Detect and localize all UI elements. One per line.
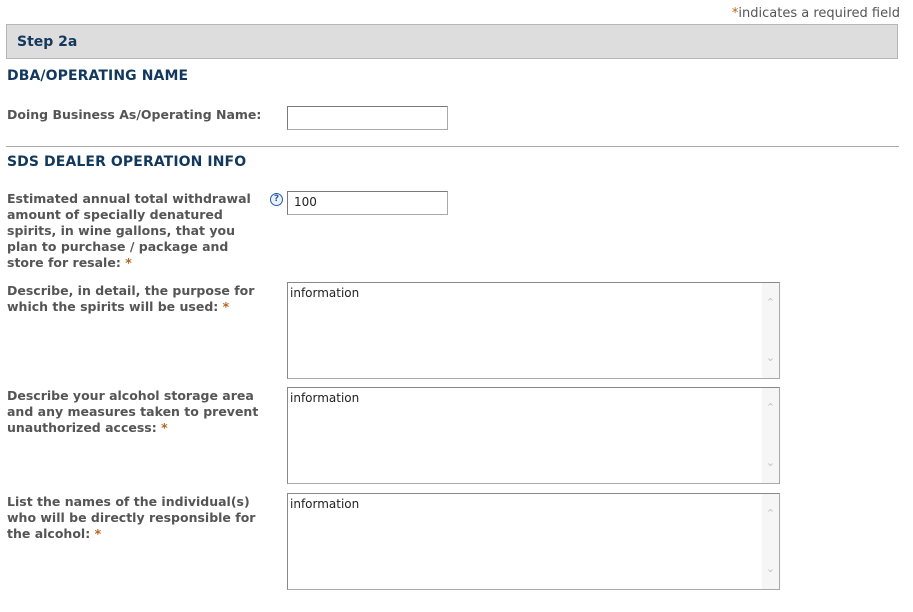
- section-divider: [6, 146, 899, 147]
- chevron-down-icon[interactable]: ⌄: [765, 562, 776, 575]
- chevron-down-icon[interactable]: ⌄: [765, 456, 776, 469]
- chevron-up-icon[interactable]: ⌃: [765, 296, 776, 309]
- help-icon[interactable]: ?: [270, 193, 283, 206]
- required-note-text: indicates a required field: [738, 6, 900, 21]
- chevron-up-icon[interactable]: ⌃: [765, 507, 776, 520]
- chevron-down-icon[interactable]: ⌄: [765, 351, 776, 364]
- required-asterisk: *: [222, 299, 230, 314]
- purpose-textarea-value: information: [290, 286, 360, 300]
- storage-area-label: [7, 388, 283, 436]
- withdrawal-amount-label-text: Estimated annual total withdrawal amount of specially denatured spirits, in wine gallons, that you plan to purchase / package and store for resale:: [7, 191, 251, 270]
- storage-area-scrollbar[interactable]: [762, 388, 779, 483]
- responsible-individuals-textarea-value: information: [290, 497, 360, 511]
- step-title: Step 2a: [17, 34, 78, 50]
- withdrawal-amount-input[interactable]: 100: [287, 191, 448, 215]
- dba-section-title: DBA/OPERATING NAME: [7, 68, 189, 84]
- responsible-individuals-textarea[interactable]: [287, 493, 780, 590]
- dba-name-input[interactable]: [287, 106, 448, 130]
- step-header: [6, 24, 898, 59]
- chevron-up-icon[interactable]: ⌃: [765, 401, 776, 414]
- required-asterisk: *: [94, 526, 102, 541]
- sds-section-title: SDS DEALER OPERATION INFO: [7, 154, 247, 170]
- required-asterisk: *: [161, 420, 168, 435]
- purpose-label: [7, 283, 283, 315]
- required-asterisk: *: [125, 255, 132, 270]
- withdrawal-amount-label: [7, 191, 262, 271]
- responsible-individuals-scrollbar[interactable]: [762, 494, 779, 589]
- required-asterisk: *: [731, 6, 739, 21]
- responsible-individuals-label-text: List the names of the individual(s) who will be directly responsible for the alcohol:: [7, 494, 256, 541]
- purpose-scrollbar[interactable]: [762, 283, 779, 378]
- storage-area-label-text: Describe your alcohol storage area and any measures taken to prevent unauthorized access:: [7, 388, 259, 435]
- storage-area-textarea[interactable]: [287, 387, 780, 484]
- storage-area-textarea-value: information: [290, 391, 360, 405]
- dba-name-label: Doing Business As/Operating Name:: [7, 107, 262, 122]
- purpose-label-text: Describe, in detail, the purpose for which the spirits will be used:: [7, 283, 255, 314]
- responsible-individuals-label: [7, 494, 283, 542]
- required-field-note: [732, 6, 900, 21]
- purpose-textarea[interactable]: [287, 282, 780, 379]
